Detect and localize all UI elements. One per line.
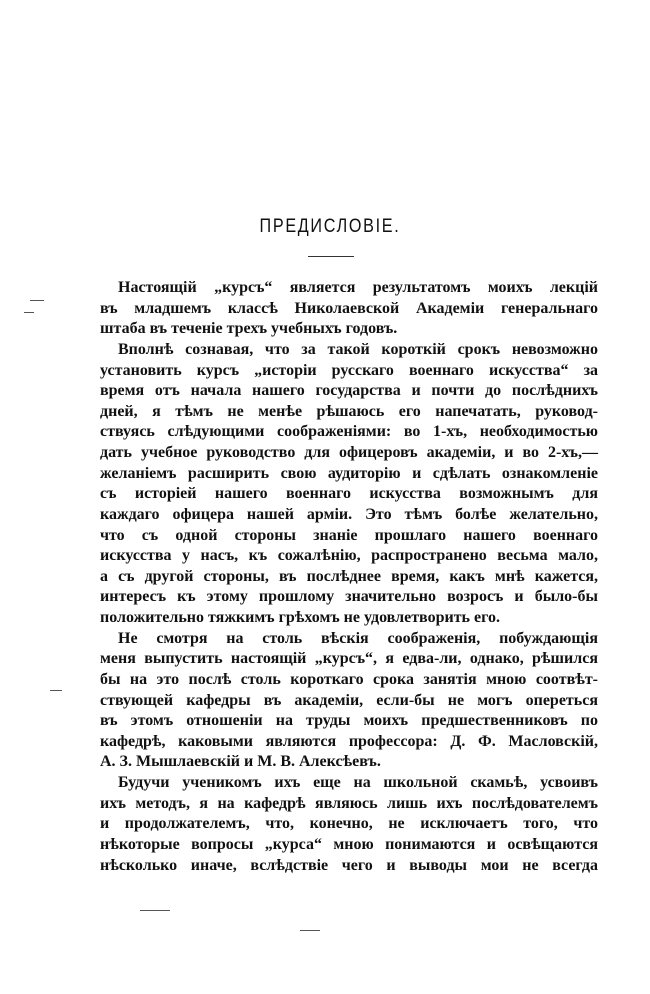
text-line: каждаго офицера нашей арміи. Это тѣмъ болѣе желательно, (100, 505, 598, 523)
text-line: штаба въ теченіе трехъ учебныхъ годовъ. (100, 320, 398, 338)
text-line: интересъ къ этому прошлому значительно возросъ и было-бы (100, 588, 598, 606)
body-text (100, 278, 598, 876)
scan-speck (50, 690, 62, 691)
scan-speck (140, 910, 170, 911)
text-line: установить курсъ „исторіи русскаго военнаго искусства“ за (100, 361, 598, 379)
text-line: время отъ начала нашего государства и почти до послѣднихъ (100, 382, 598, 400)
scan-speck (30, 300, 44, 301)
text-line: искусства у насъ, къ сожалѣнію, распространено весьма мало, (100, 547, 598, 565)
text-line: дать учебное руководство для офицеровъ академіи, и во 2-хъ,— (100, 444, 598, 461)
text-line: ихъ методъ, я на кафедрѣ являюсь лишь ихъ послѣдователемъ (100, 794, 598, 812)
scan-speck (300, 930, 320, 931)
text-line: а съ другой стороны, въ послѣднее время, какъ мнѣ кажется, (100, 567, 598, 585)
text-line: въ этомъ отношеніи на труды моихъ предшественниковъ по (100, 712, 598, 730)
text-line: желаніемъ расширить свою аудиторію и сдѣлать ознакомленіе (100, 464, 598, 482)
text-line: ствующей кафедры въ академіи, если-бы не могъ опереться (100, 691, 598, 709)
text-line: Настоящій „курсъ“ является результатомъ моихъ лекцій (118, 279, 598, 296)
text-line: дней, я тѣмъ не менѣе рѣшаюсь его напечатать, руковод- (100, 402, 598, 420)
text-line: кафедрѣ, каковыми являются профессора: Д. Ф. Масловскій, (100, 732, 598, 750)
scan-speck (24, 312, 34, 313)
text-line: и продолжателемъ, что, конечно, не исключаетъ того, что (100, 815, 598, 833)
text-line: что съ одной стороны знаніе прошлаго нашего военнаго (100, 526, 598, 544)
text-line: Вполнѣ сознавая, что за такой короткій срокъ невозможно (118, 340, 598, 358)
text-line: съ исторіей нашего военнаго искусства возможнымъ для (100, 485, 598, 503)
text-line: положительно тяжкимъ грѣхомъ не удовлетворить его. (100, 609, 500, 626)
text-line: А. З. Мышлаевскій и М. В. Алексѣевъ. (100, 753, 381, 771)
text-line: бы на это послѣ столь короткаго срока занятія мною соотвѣт- (100, 670, 598, 688)
title-rule (308, 256, 354, 257)
text-line: ствуясь слѣдующими соображеніями: во 1-хъ, необходимостью (100, 423, 598, 441)
text-line: Не смотря на столь вѣскія соображенія, побуждающія (118, 629, 598, 647)
text-line: въ младшемъ классѣ Николаевской Академіи генеральнаго (100, 299, 598, 317)
text-line: меня выпустить настоящій „курсъ“, я едва-ли, однако, рѣшился (100, 650, 598, 668)
text-line: нѣкоторые вопросы „курса“ мною понимаются и освѣщаются (100, 835, 598, 853)
text-line: нѣсколько иначе, вслѣдствіе чего и выводы мои не всегда (100, 856, 598, 874)
text-line: Будучи ученикомъ ихъ еще на школьной скамьѣ, усвоивъ (118, 774, 598, 791)
page-title: ПРЕДИСЛОВІЕ. (259, 216, 401, 237)
